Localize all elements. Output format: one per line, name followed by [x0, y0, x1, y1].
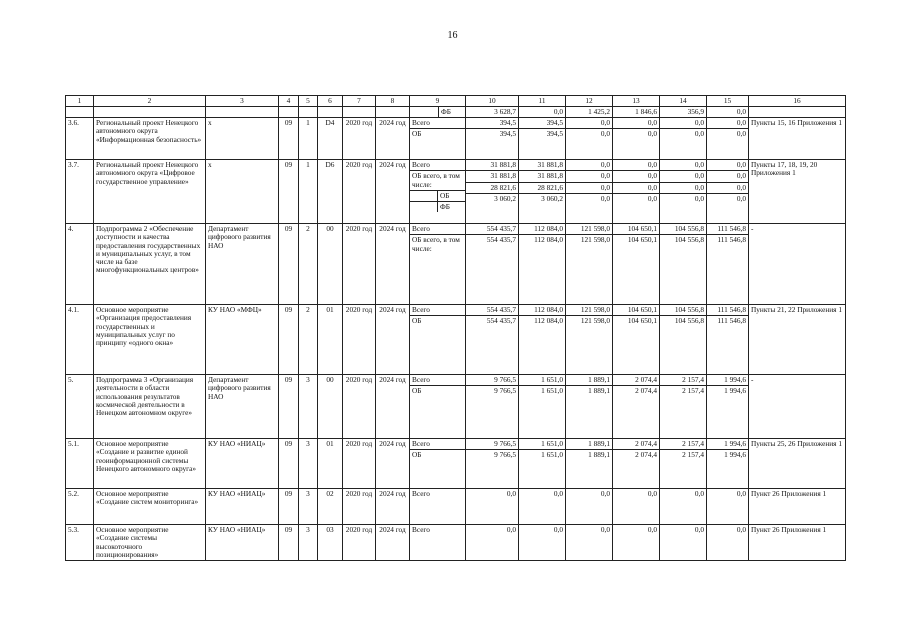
row-name: Подпрограмма 2 «Обеспечение доступности и качества предоставления государственных и муниципальных услуг, в том числе на базе многофункциональных центров» — [94, 224, 206, 305]
row-code-pp — [299, 107, 318, 118]
row-start-year: 2020 год — [343, 525, 376, 561]
amount-value: 104 650,1 — [613, 235, 659, 246]
amount-value: 1 889,1 — [588, 439, 610, 449]
amount-value: 0,0 — [736, 525, 746, 535]
row-note: Пункты 21, 22 Приложения 1 — [749, 305, 846, 375]
row-note: - — [749, 224, 846, 305]
amount-value: 31 881,8 — [519, 171, 565, 182]
table-row — [66, 160, 846, 224]
row-amount-col-11 — [519, 160, 566, 224]
amount-value: 104 650,1 — [627, 224, 657, 234]
row-amount-col-12 — [566, 118, 613, 160]
row-code-pp: 2 — [299, 224, 318, 305]
row-executor: КУ НАО «НИАЦ» — [206, 525, 279, 561]
row-amount-col-12 — [566, 525, 613, 561]
row-amount-col-11 — [519, 224, 566, 305]
row-funding-source — [410, 489, 466, 525]
amount-value: 121 598,0 — [580, 224, 610, 234]
row-amount-col-12 — [566, 489, 613, 525]
amount-value: 0,0 — [694, 525, 704, 535]
row-code-om: D6 — [318, 160, 343, 224]
amount-value: 2 157,4 — [660, 386, 706, 397]
amount-value: 104 650,1 — [613, 316, 659, 327]
row-end-year: 2024 год — [376, 375, 410, 439]
row-amount-col-14 — [660, 305, 707, 375]
amount-value: 0,0 — [600, 160, 610, 170]
column-header-9: 9 — [410, 96, 466, 107]
amount-value: 0,0 — [566, 182, 612, 193]
row-code-gp — [279, 107, 299, 118]
row-code-pp: 3 — [299, 375, 318, 439]
funding-source-label: ОБ — [410, 450, 465, 461]
row-start-year — [343, 107, 376, 118]
amount-value: 1 889,1 — [566, 386, 612, 397]
amount-value: 0,0 — [660, 193, 706, 204]
amount-value: 554 435,7 — [466, 235, 518, 246]
table-body — [66, 96, 846, 561]
row-note: Пункты 17, 18, 19, 20 Приложения 1 — [749, 160, 846, 224]
row-start-year: 2020 год — [343, 305, 376, 375]
amount-value: 1 994,6 — [707, 386, 748, 397]
amount-value: 112 084,0 — [534, 305, 563, 315]
row-name: Основное мероприятие «Создание систем мониторинга» — [94, 489, 206, 525]
amount-value: 121 598,0 — [566, 316, 612, 327]
amount-value: 1 846,6 — [635, 107, 657, 116]
row-end-year — [376, 107, 410, 118]
row-start-year: 2020 год — [343, 439, 376, 489]
row-amount-col-10 — [466, 439, 519, 489]
row-amount-col-11 — [519, 439, 566, 489]
funding-source-label: Всего — [412, 525, 430, 535]
row-end-year: 2024 год — [376, 525, 410, 561]
row-code-om: 01 — [318, 305, 343, 375]
funding-source-label: ОБ — [410, 129, 465, 140]
row-code-pp: 1 — [299, 118, 318, 160]
table-row — [66, 224, 846, 305]
row-amount-col-10 — [466, 224, 519, 305]
row-funding-source — [410, 375, 466, 439]
amount-value: 3 628,7 — [494, 107, 516, 116]
amount-value: 0,0 — [647, 118, 657, 128]
row-number: 4. — [66, 224, 94, 305]
amount-value: 104 556,8 — [660, 235, 706, 246]
table-row — [66, 118, 846, 160]
amount-value: 0,0 — [660, 171, 706, 182]
column-header-2: 2 — [94, 96, 206, 107]
amount-value: 121 598,0 — [580, 305, 610, 315]
column-header-4: 4 — [279, 96, 299, 107]
amount-value: 0,0 — [694, 160, 704, 170]
row-funding-source — [410, 107, 466, 118]
row-amount-col-12 — [566, 305, 613, 375]
row-code-pp: 1 — [299, 160, 318, 224]
amount-value: 0,0 — [694, 489, 704, 499]
row-code-om: 03 — [318, 525, 343, 561]
row-amount-col-13 — [613, 525, 660, 561]
row-number: 3.6. — [66, 118, 94, 160]
row-code-om: 00 — [318, 224, 343, 305]
amount-value: 9 766,5 — [466, 450, 518, 461]
amount-value: 0,0 — [613, 129, 659, 140]
row-number: 4.1. — [66, 305, 94, 375]
row-amount-col-15 — [707, 489, 749, 525]
funding-source-sub: ФБ — [441, 107, 451, 116]
funding-source-label: Всего — [412, 224, 430, 234]
table-row — [66, 439, 846, 489]
row-amount-col-11 — [519, 489, 566, 525]
amount-value: 3 060,2 — [466, 193, 518, 204]
row-funding-source — [410, 305, 466, 375]
funding-source-label: Всего — [412, 439, 430, 449]
amount-value: 356,9 — [687, 107, 704, 116]
amount-value: 0,0 — [553, 489, 563, 499]
amount-value: 31 881,8 — [490, 160, 516, 170]
row-note: Пункты 25, 26 Приложения 1 — [749, 439, 846, 489]
column-header-1: 1 — [66, 96, 94, 107]
row-amount-col-12 — [566, 439, 613, 489]
column-header-14: 14 — [660, 96, 707, 107]
row-amount-col-15 — [707, 525, 749, 561]
amount-value: 31 881,8 — [537, 160, 563, 170]
row-executor: х — [206, 160, 279, 224]
row-start-year: 2020 год — [343, 375, 376, 439]
amount-value: 0,0 — [553, 107, 563, 116]
row-amount-col-10 — [466, 375, 519, 439]
row-amount-col-15 — [707, 224, 749, 305]
row-amount-col-15 — [707, 118, 749, 160]
amount-value: 1 651,0 — [519, 386, 565, 397]
funding-source-label: Всего — [412, 118, 430, 128]
row-funding-source — [410, 439, 466, 489]
amount-value: 2 157,4 — [660, 450, 706, 461]
funding-source-indent — [410, 201, 438, 212]
funding-source-label: ОБ всего, в том числе: — [410, 171, 465, 190]
amount-value: 104 650,1 — [627, 305, 657, 315]
amount-value: 394,5 — [519, 129, 565, 140]
row-name: Основное мероприятие «Организация предоставления государственных и муниципальных услуг по принципу «одного окна» — [94, 305, 206, 375]
column-header-11: 11 — [519, 96, 566, 107]
row-name: Основное мероприятие «Создание системы высокоточного позиционирования» — [94, 525, 206, 561]
row-amount-col-12 — [566, 160, 613, 224]
row-amount-col-15 — [707, 107, 749, 118]
column-header-12: 12 — [566, 96, 613, 107]
amount-value: 0,0 — [553, 525, 563, 535]
row-number — [66, 107, 94, 118]
amount-value: 112 084,0 — [519, 235, 565, 246]
row-amount-col-10 — [466, 305, 519, 375]
table-row — [66, 375, 846, 439]
row-code-gp: 09 — [279, 489, 299, 525]
amount-value: 0,0 — [600, 489, 610, 499]
amount-value: 0,0 — [736, 160, 746, 170]
funding-source-label: Всего — [412, 375, 430, 385]
row-amount-col-13 — [613, 305, 660, 375]
row-executor: Департамент цифрового развития НАО — [206, 224, 279, 305]
row-number: 5.2. — [66, 489, 94, 525]
amount-value: 111 546,8 — [717, 305, 746, 315]
row-name: Региональный проект Ненецкого автономного округа «Информационная безопасность» — [94, 118, 206, 160]
row-amount-col-13 — [613, 118, 660, 160]
row-number: 3.7. — [66, 160, 94, 224]
row-start-year: 2020 год — [343, 489, 376, 525]
amount-value: 1 994,6 — [724, 439, 746, 449]
row-number: 5.3. — [66, 525, 94, 561]
row-amount-col-14 — [660, 375, 707, 439]
column-header-15: 15 — [707, 96, 749, 107]
row-amount-col-10 — [466, 489, 519, 525]
amount-value: 111 546,8 — [717, 224, 746, 234]
table-row — [66, 107, 846, 118]
amount-value: 0,0 — [613, 193, 659, 204]
row-end-year: 2024 год — [376, 160, 410, 224]
amount-value: 0,0 — [506, 525, 516, 535]
amount-value: 2 074,4 — [635, 439, 657, 449]
amount-value: 1 651,0 — [519, 450, 565, 461]
row-code-gp: 09 — [279, 118, 299, 160]
amount-value: 0,0 — [736, 489, 746, 499]
row-code-pp: 3 — [299, 525, 318, 561]
row-amount-col-15 — [707, 439, 749, 489]
row-amount-col-14 — [660, 224, 707, 305]
row-start-year: 2020 год — [343, 160, 376, 224]
amount-value: 2 157,4 — [682, 439, 704, 449]
table-row — [66, 489, 846, 525]
row-amount-col-11 — [519, 107, 566, 118]
row-note: Пункт 26 Приложения 1 — [749, 525, 846, 561]
funding-source-sub: ФБ — [438, 201, 466, 212]
row-code-gp: 09 — [279, 375, 299, 439]
row-amount-col-10 — [466, 525, 519, 561]
amount-value: 0,0 — [600, 525, 610, 535]
row-amount-col-10 — [466, 160, 519, 224]
row-executor: КУ НАО «МФЦ» — [206, 305, 279, 375]
row-amount-col-11 — [519, 375, 566, 439]
amount-value: 0,0 — [647, 525, 657, 535]
amount-value: 394,5 — [499, 118, 516, 128]
row-code-gp: 09 — [279, 439, 299, 489]
amount-value: 1 651,0 — [541, 375, 563, 385]
row-amount-col-14 — [660, 439, 707, 489]
row-amount-col-11 — [519, 305, 566, 375]
row-executor: Департамент цифрового развития НАО — [206, 375, 279, 439]
row-code-gp: 09 — [279, 224, 299, 305]
row-name: Подпрограмма 3 «Организация деятельности в области использования результатов космической деятельности в Ненецком автономном округе» — [94, 375, 206, 439]
row-amount-col-10 — [466, 107, 519, 118]
amount-value: 0,0 — [660, 182, 706, 193]
row-amount-col-12 — [566, 224, 613, 305]
amount-value: 554 435,7 — [466, 316, 518, 327]
amount-value: 31 881,8 — [466, 171, 518, 182]
column-header-8: 8 — [376, 96, 410, 107]
amount-value: 1 994,6 — [724, 375, 746, 385]
row-amount-col-14 — [660, 525, 707, 561]
amount-value: 554 435,7 — [486, 224, 516, 234]
amount-value: 0,0 — [647, 489, 657, 499]
amount-value: 104 556,8 — [660, 316, 706, 327]
amount-value: 0,0 — [694, 118, 704, 128]
row-end-year: 2024 год — [376, 439, 410, 489]
row-amount-col-10 — [466, 118, 519, 160]
row-name: Основное мероприятие «Создание и развитие единой геоинформационной системы Ненецкого автономного округа» — [94, 439, 206, 489]
row-start-year: 2020 год — [343, 118, 376, 160]
amount-value: 1 889,1 — [566, 450, 612, 461]
row-code-om: D4 — [318, 118, 343, 160]
table-row — [66, 525, 846, 561]
funding-source-indent — [410, 107, 439, 117]
row-code-pp: 3 — [299, 439, 318, 489]
amount-value: 1 889,1 — [588, 375, 610, 385]
row-amount-col-13 — [613, 224, 660, 305]
amount-value: 104 556,8 — [674, 224, 704, 234]
table-row — [66, 305, 846, 375]
column-header-13: 13 — [613, 96, 660, 107]
row-executor: КУ НАО «НИАЦ» — [206, 489, 279, 525]
amount-value: 0,0 — [707, 193, 748, 204]
amount-value: 0,0 — [736, 107, 746, 116]
amount-value: 2 074,4 — [613, 386, 659, 397]
row-note: - — [749, 375, 846, 439]
funding-source-label: ОБ — [410, 316, 465, 327]
amount-value: 1 425,2 — [588, 107, 610, 116]
row-start-year: 2020 год — [343, 224, 376, 305]
amount-value: 0,0 — [707, 171, 748, 182]
row-amount-col-13 — [613, 439, 660, 489]
column-header-5: 5 — [299, 96, 318, 107]
row-amount-col-13 — [613, 107, 660, 118]
column-header-3: 3 — [206, 96, 279, 107]
amount-value: 1 651,0 — [541, 439, 563, 449]
row-executor: КУ НАО «НИАЦ» — [206, 439, 279, 489]
amount-value: 112 084,0 — [519, 316, 565, 327]
row-name: Региональный проект Ненецкого автономного округа «Цифровое государственное управление» — [94, 160, 206, 224]
amount-value: 1 994,6 — [707, 450, 748, 461]
row-amount-col-14 — [660, 160, 707, 224]
funding-source-label: Всего — [412, 305, 430, 315]
row-code-gp: 09 — [279, 525, 299, 561]
row-amount-col-13 — [613, 489, 660, 525]
row-funding-source — [410, 118, 466, 160]
funding-source-label: ОБ — [410, 386, 465, 397]
amount-value: 9 766,5 — [494, 375, 516, 385]
amount-value: 2 074,4 — [613, 450, 659, 461]
amount-value: 104 556,8 — [674, 305, 704, 315]
row-note — [749, 107, 846, 118]
row-amount-col-13 — [613, 160, 660, 224]
amount-value: 0,0 — [707, 129, 748, 140]
row-code-om: 02 — [318, 489, 343, 525]
amount-value: 112 084,0 — [534, 224, 563, 234]
row-amount-col-15 — [707, 160, 749, 224]
amount-value: 28 821,6 — [466, 182, 518, 193]
row-note: Пункты 15, 16 Приложения 1 — [749, 118, 846, 160]
column-number-header — [66, 96, 846, 107]
amount-value: 9 766,5 — [466, 386, 518, 397]
amount-value: 0,0 — [600, 118, 610, 128]
amount-value: 2 157,4 — [682, 375, 704, 385]
row-code-gp: 09 — [279, 305, 299, 375]
amount-value: 0,0 — [566, 171, 612, 182]
amount-value: 0,0 — [566, 193, 612, 204]
funding-source-indent — [410, 190, 438, 201]
row-code-pp: 3 — [299, 489, 318, 525]
row-end-year: 2024 год — [376, 118, 410, 160]
row-amount-col-13 — [613, 375, 660, 439]
amount-value: 28 821,6 — [519, 182, 565, 193]
amount-value: 0,0 — [566, 129, 612, 140]
amount-value: 111 546,8 — [707, 316, 748, 327]
amount-value: 554 435,7 — [486, 305, 516, 315]
funding-source-label: ОБ всего, в том числе: — [410, 235, 465, 254]
row-funding-source — [410, 525, 466, 561]
row-note: Пункт 26 Приложения 1 — [749, 489, 846, 525]
row-amount-col-15 — [707, 305, 749, 375]
column-header-6: 6 — [318, 96, 343, 107]
row-funding-source — [410, 224, 466, 305]
column-header-10: 10 — [466, 96, 519, 107]
row-code-gp: 09 — [279, 160, 299, 224]
amount-value: 0,0 — [506, 489, 516, 499]
row-code-om — [318, 107, 343, 118]
row-amount-col-14 — [660, 107, 707, 118]
amount-value: 0,0 — [613, 171, 659, 182]
funding-source-label: Всего — [412, 160, 430, 170]
row-number: 5. — [66, 375, 94, 439]
amount-value: 3 060,2 — [519, 193, 565, 204]
row-code-om: 00 — [318, 375, 343, 439]
row-code-om: 01 — [318, 439, 343, 489]
row-end-year: 2024 год — [376, 305, 410, 375]
amount-value: 0,0 — [613, 182, 659, 193]
row-amount-col-15 — [707, 375, 749, 439]
row-end-year: 2024 год — [376, 224, 410, 305]
row-code-pp: 2 — [299, 305, 318, 375]
amount-value: 0,0 — [707, 182, 748, 193]
amount-value: 394,5 — [546, 118, 563, 128]
row-end-year: 2024 год — [376, 489, 410, 525]
amount-value: 2 074,4 — [635, 375, 657, 385]
column-header-16: 16 — [749, 96, 846, 107]
row-amount-col-12 — [566, 375, 613, 439]
row-amount-col-12 — [566, 107, 613, 118]
row-amount-col-11 — [519, 118, 566, 160]
amount-value: 0,0 — [660, 129, 706, 140]
row-executor — [206, 107, 279, 118]
row-amount-col-11 — [519, 525, 566, 561]
amount-value: 121 598,0 — [566, 235, 612, 246]
budget-table — [65, 95, 846, 561]
page-number: 16 — [447, 30, 458, 41]
amount-value: 9 766,5 — [494, 439, 516, 449]
row-funding-source — [410, 160, 466, 224]
row-name — [94, 107, 206, 118]
row-amount-col-14 — [660, 118, 707, 160]
amount-value: 111 546,8 — [707, 235, 748, 246]
amount-value: 0,0 — [736, 118, 746, 128]
row-number: 5.1. — [66, 439, 94, 489]
amount-value: 394,5 — [466, 129, 518, 140]
row-executor: х — [206, 118, 279, 160]
column-header-7: 7 — [343, 96, 376, 107]
funding-source-label: Всего — [412, 489, 430, 499]
funding-source-sub: ОБ — [438, 190, 466, 201]
amount-value: 0,0 — [647, 160, 657, 170]
row-amount-col-14 — [660, 489, 707, 525]
